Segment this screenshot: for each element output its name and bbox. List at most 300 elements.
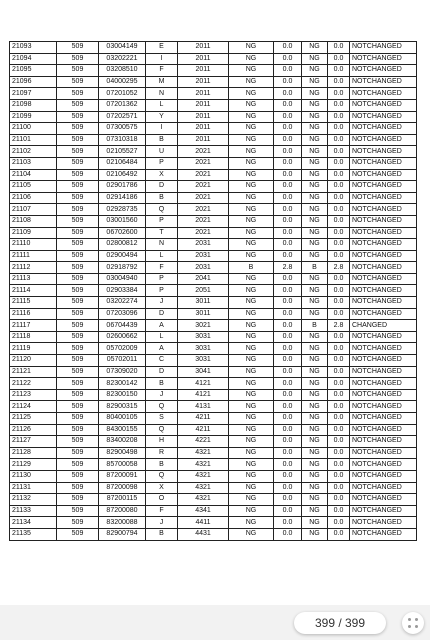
- table-cell: 0.0: [328, 99, 350, 111]
- table-row: [10, 285, 417, 297]
- table-cell: NG: [229, 146, 274, 158]
- table-cell: 21103: [10, 157, 57, 169]
- table-cell: NOTCHANGED: [350, 494, 417, 506]
- table-cell: 02928735: [99, 204, 146, 216]
- table-row: [10, 297, 417, 309]
- table-cell: F: [146, 505, 178, 517]
- table-row: [10, 355, 417, 367]
- table-cell: NOTCHANGED: [350, 285, 417, 297]
- table-cell: 0.0: [274, 517, 302, 529]
- table-cell: 509: [57, 273, 99, 285]
- table-cell: 2011: [178, 123, 229, 135]
- table-cell: NG: [302, 494, 328, 506]
- table-cell: NG: [302, 378, 328, 390]
- table-cell: 0.0: [274, 88, 302, 100]
- table-cell: A: [146, 320, 178, 332]
- table-cell: NG: [302, 88, 328, 100]
- table-cell: 21134: [10, 517, 57, 529]
- table-row: [10, 470, 417, 482]
- table-cell: 80400105: [99, 413, 146, 425]
- table-cell: 0.0: [328, 343, 350, 355]
- table-row: [10, 273, 417, 285]
- table-cell: NG: [229, 239, 274, 251]
- table-cell: NG: [302, 227, 328, 239]
- table-cell: 21101: [10, 134, 57, 146]
- table-cell: 4321: [178, 494, 229, 506]
- table-cell: 509: [57, 239, 99, 251]
- table-cell: 03001560: [99, 215, 146, 227]
- table-row: [10, 459, 417, 471]
- table-cell: NG: [302, 273, 328, 285]
- table-cell: NG: [229, 505, 274, 517]
- table-cell: 509: [57, 250, 99, 262]
- table-cell: NG: [229, 250, 274, 262]
- table-cell: NG: [302, 389, 328, 401]
- table-row: [10, 169, 417, 181]
- table-cell: 0.0: [328, 517, 350, 529]
- table-cell: NG: [302, 169, 328, 181]
- table-cell: NG: [302, 482, 328, 494]
- table-cell: 4411: [178, 517, 229, 529]
- table-cell: NG: [229, 331, 274, 343]
- table-cell: L: [146, 99, 178, 111]
- table-cell: 21099: [10, 111, 57, 123]
- table-cell: NG: [302, 297, 328, 309]
- table-row: [10, 494, 417, 506]
- table-cell: 2021: [178, 181, 229, 193]
- table-row: [10, 192, 417, 204]
- table-cell: 0.0: [328, 273, 350, 285]
- table-cell: 0.0: [274, 320, 302, 332]
- table-cell: L: [146, 331, 178, 343]
- table-cell: NOTCHANGED: [350, 308, 417, 320]
- table-cell: NOTCHANGED: [350, 331, 417, 343]
- table-cell: 0.0: [274, 285, 302, 297]
- table-cell: 4431: [178, 528, 229, 540]
- table-cell: R: [146, 447, 178, 459]
- table-row: [10, 88, 417, 100]
- table-cell: 0.0: [328, 424, 350, 436]
- table-cell: 2011: [178, 88, 229, 100]
- table-cell: 509: [57, 65, 99, 77]
- table-row: [10, 366, 417, 378]
- table-cell: X: [146, 169, 178, 181]
- table-cell: 509: [57, 134, 99, 146]
- table-cell: NG: [302, 366, 328, 378]
- table-cell: NG: [229, 53, 274, 65]
- table-cell: N: [146, 88, 178, 100]
- table-cell: 21110: [10, 239, 57, 251]
- page-indicator-label: 399 / 399: [314, 616, 366, 630]
- table-cell: NOTCHANGED: [350, 192, 417, 204]
- table-cell: NG: [302, 470, 328, 482]
- table-cell: 21115: [10, 297, 57, 309]
- table-cell: 2021: [178, 227, 229, 239]
- table-cell: NG: [302, 436, 328, 448]
- table-cell: F: [146, 262, 178, 274]
- table-cell: 06704439: [99, 320, 146, 332]
- table-cell: 0.0: [274, 308, 302, 320]
- table-cell: J: [146, 389, 178, 401]
- table-cell: NG: [229, 123, 274, 135]
- table-cell: 21100: [10, 123, 57, 135]
- table-cell: 0.0: [328, 355, 350, 367]
- table-cell: J: [146, 297, 178, 309]
- table-cell: 509: [57, 169, 99, 181]
- table-cell: 0.0: [328, 447, 350, 459]
- table-cell: 02600662: [99, 331, 146, 343]
- table-cell: 83400208: [99, 436, 146, 448]
- table-cell: 509: [57, 192, 99, 204]
- table-row: [10, 99, 417, 111]
- table-cell: 0.0: [274, 215, 302, 227]
- table-cell: 509: [57, 494, 99, 506]
- table-cell: NG: [302, 192, 328, 204]
- table-cell: NG: [229, 134, 274, 146]
- table-row: [10, 123, 417, 135]
- table-cell: 0.0: [274, 331, 302, 343]
- table-cell: 21096: [10, 76, 57, 88]
- table-row: [10, 413, 417, 425]
- table-cell: NG: [302, 413, 328, 425]
- table-cell: 509: [57, 262, 99, 274]
- table-cell: 0.0: [328, 366, 350, 378]
- table-cell: 509: [57, 227, 99, 239]
- table-cell: 0.0: [328, 157, 350, 169]
- table-cell: NG: [229, 413, 274, 425]
- table-cell: 21125: [10, 413, 57, 425]
- table-cell: 2021: [178, 192, 229, 204]
- table-cell: 21098: [10, 99, 57, 111]
- table-cell: 509: [57, 401, 99, 413]
- table-row: [10, 436, 417, 448]
- table-row: [10, 181, 417, 193]
- table-cell: NOTCHANGED: [350, 250, 417, 262]
- table-row: [10, 65, 417, 77]
- table-cell: Q: [146, 424, 178, 436]
- table-cell: 02918792: [99, 262, 146, 274]
- table-cell: 02914186: [99, 192, 146, 204]
- table-cell: NG: [302, 65, 328, 77]
- table-row: [10, 239, 417, 251]
- table-cell: NOTCHANGED: [350, 262, 417, 274]
- table-cell: D: [146, 366, 178, 378]
- table-cell: NG: [229, 366, 274, 378]
- table-cell: 02901786: [99, 181, 146, 193]
- table-cell: 2011: [178, 65, 229, 77]
- table-cell: 2011: [178, 53, 229, 65]
- table-cell: NG: [229, 181, 274, 193]
- table-cell: 509: [57, 157, 99, 169]
- table-cell: 0.0: [328, 378, 350, 390]
- table-cell: NOTCHANGED: [350, 389, 417, 401]
- table-cell: 06702600: [99, 227, 146, 239]
- table-cell: NOTCHANGED: [350, 123, 417, 135]
- table-cell: 21112: [10, 262, 57, 274]
- table-cell: C: [146, 355, 178, 367]
- table-cell: 0.0: [328, 505, 350, 517]
- table-cell: 02106492: [99, 169, 146, 181]
- table-cell: NOTCHANGED: [350, 273, 417, 285]
- table-cell: NOTCHANGED: [350, 99, 417, 111]
- table-cell: 87200091: [99, 470, 146, 482]
- table-cell: 3031: [178, 355, 229, 367]
- table-cell: NOTCHANGED: [350, 146, 417, 158]
- table-cell: 21095: [10, 65, 57, 77]
- table-cell: F: [146, 65, 178, 77]
- table-cell: NG: [302, 447, 328, 459]
- table-cell: 07201052: [99, 88, 146, 100]
- table-row: [10, 250, 417, 262]
- table-cell: 2021: [178, 146, 229, 158]
- table-row: [10, 111, 417, 123]
- table-cell: 0.0: [274, 459, 302, 471]
- table-cell: B: [146, 134, 178, 146]
- table-cell: 4321: [178, 482, 229, 494]
- table-cell: NG: [229, 169, 274, 181]
- table-cell: 0.0: [328, 308, 350, 320]
- table-cell: 509: [57, 436, 99, 448]
- table-cell: 0.0: [274, 494, 302, 506]
- table-cell: 82900315: [99, 401, 146, 413]
- table-cell: 509: [57, 111, 99, 123]
- table-cell: NG: [229, 215, 274, 227]
- table-cell: M: [146, 76, 178, 88]
- table-cell: 509: [57, 470, 99, 482]
- table-cell: 509: [57, 331, 99, 343]
- table-cell: 0.0: [274, 273, 302, 285]
- table-cell: P: [146, 273, 178, 285]
- table-cell: 2011: [178, 134, 229, 146]
- table-cell: 0.0: [328, 76, 350, 88]
- table-cell: 07309020: [99, 366, 146, 378]
- table-cell: 2011: [178, 99, 229, 111]
- table-cell: 0.0: [328, 204, 350, 216]
- table-cell: 0.0: [274, 181, 302, 193]
- table-cell: NOTCHANGED: [350, 378, 417, 390]
- table-cell: NG: [302, 146, 328, 158]
- table-cell: 84300155: [99, 424, 146, 436]
- table-cell: 0.0: [274, 378, 302, 390]
- table-cell: 21102: [10, 146, 57, 158]
- table-cell: NG: [302, 157, 328, 169]
- table-cell: NG: [229, 494, 274, 506]
- table-cell: 0.0: [328, 169, 350, 181]
- table-cell: 21129: [10, 459, 57, 471]
- table-cell: 0.0: [274, 436, 302, 448]
- table-cell: 3031: [178, 331, 229, 343]
- table-cell: NG: [229, 447, 274, 459]
- table-cell: NOTCHANGED: [350, 447, 417, 459]
- table-row: [10, 320, 417, 332]
- table-cell: 509: [57, 320, 99, 332]
- table-cell: 0.0: [274, 389, 302, 401]
- table-cell: 21109: [10, 227, 57, 239]
- table-cell: NOTCHANGED: [350, 517, 417, 529]
- table-cell: NOTCHANGED: [350, 42, 417, 54]
- table-cell: NG: [302, 331, 328, 343]
- table-cell: 509: [57, 99, 99, 111]
- table-row: [10, 389, 417, 401]
- table-cell: NG: [302, 401, 328, 413]
- table-cell: 0.0: [274, 250, 302, 262]
- table-cell: 0.0: [274, 65, 302, 77]
- table-cell: NOTCHANGED: [350, 505, 417, 517]
- table-cell: 21113: [10, 273, 57, 285]
- table-cell: NG: [302, 134, 328, 146]
- table-cell: P: [146, 285, 178, 297]
- table-cell: 21117: [10, 320, 57, 332]
- table-cell: 21135: [10, 528, 57, 540]
- table-cell: 0.0: [328, 285, 350, 297]
- table-row: [10, 146, 417, 158]
- table-cell: NG: [229, 227, 274, 239]
- table-cell: 509: [57, 88, 99, 100]
- grip-dot: [415, 618, 418, 621]
- table-cell: NG: [229, 192, 274, 204]
- table-cell: 07201362: [99, 99, 146, 111]
- table-cell: 3011: [178, 308, 229, 320]
- table-cell: NOTCHANGED: [350, 239, 417, 251]
- table-cell: 03202221: [99, 53, 146, 65]
- table-cell: 0.0: [274, 401, 302, 413]
- table-cell: 2051: [178, 285, 229, 297]
- table-cell: NG: [229, 157, 274, 169]
- table-cell: 0.0: [274, 482, 302, 494]
- table-cell: 21133: [10, 505, 57, 517]
- table-cell: 02106484: [99, 157, 146, 169]
- table-row: [10, 262, 417, 274]
- table-row: [10, 215, 417, 227]
- table-cell: 4221: [178, 436, 229, 448]
- table-cell: 21120: [10, 355, 57, 367]
- table-body: [10, 42, 417, 541]
- table-cell: 509: [57, 146, 99, 158]
- table-cell: 4131: [178, 401, 229, 413]
- table-cell: 0.0: [328, 123, 350, 135]
- table-cell: NOTCHANGED: [350, 482, 417, 494]
- table-cell: 04000295: [99, 76, 146, 88]
- table-cell: 0.0: [328, 88, 350, 100]
- table-cell: NOTCHANGED: [350, 459, 417, 471]
- table-cell: 0.0: [274, 99, 302, 111]
- table-cell: 4211: [178, 424, 229, 436]
- table-cell: 2.8: [328, 320, 350, 332]
- grip-dots-icon[interactable]: [402, 612, 424, 634]
- table-cell: Y: [146, 111, 178, 123]
- table-cell: 2021: [178, 169, 229, 181]
- table-row: [10, 528, 417, 540]
- table-cell: 509: [57, 528, 99, 540]
- table-cell: 509: [57, 355, 99, 367]
- table-cell: NG: [302, 204, 328, 216]
- table-cell: NOTCHANGED: [350, 528, 417, 540]
- table-cell: NOTCHANGED: [350, 157, 417, 169]
- table-cell: 4321: [178, 447, 229, 459]
- table-cell: B: [302, 262, 328, 274]
- table-cell: 0.0: [328, 413, 350, 425]
- table-cell: 21119: [10, 343, 57, 355]
- table-cell: 07202571: [99, 111, 146, 123]
- table-row: [10, 76, 417, 88]
- table-row: [10, 134, 417, 146]
- table-cell: 87200098: [99, 482, 146, 494]
- table-cell: 2011: [178, 111, 229, 123]
- table-cell: 21124: [10, 401, 57, 413]
- table-cell: 4121: [178, 378, 229, 390]
- table-cell: 03208510: [99, 65, 146, 77]
- table-cell: NG: [229, 459, 274, 471]
- table-cell: 05702009: [99, 343, 146, 355]
- table-cell: NG: [302, 517, 328, 529]
- table-cell: O: [146, 494, 178, 506]
- table-cell: 509: [57, 42, 99, 54]
- table-cell: NG: [302, 215, 328, 227]
- table-cell: NG: [302, 76, 328, 88]
- table-cell: NG: [229, 308, 274, 320]
- table-cell: 21116: [10, 308, 57, 320]
- table-cell: NOTCHANGED: [350, 181, 417, 193]
- table-cell: 2041: [178, 273, 229, 285]
- table-cell: 0.0: [274, 366, 302, 378]
- table-cell: 03202274: [99, 297, 146, 309]
- table-cell: NOTCHANGED: [350, 65, 417, 77]
- table-cell: L: [146, 250, 178, 262]
- table-cell: 509: [57, 53, 99, 65]
- table-row: [10, 53, 417, 65]
- table-cell: NG: [229, 88, 274, 100]
- table-cell: 02903384: [99, 285, 146, 297]
- table-cell: NG: [229, 355, 274, 367]
- table-cell: 21122: [10, 378, 57, 390]
- table-cell: B: [146, 528, 178, 540]
- table-cell: 4211: [178, 413, 229, 425]
- table-cell: 509: [57, 204, 99, 216]
- table-cell: 21118: [10, 331, 57, 343]
- table-cell: 0.0: [274, 53, 302, 65]
- table-cell: NG: [302, 53, 328, 65]
- table-cell: 509: [57, 181, 99, 193]
- table-cell: 21123: [10, 389, 57, 401]
- table-cell: NOTCHANGED: [350, 297, 417, 309]
- table-cell: 0.0: [328, 494, 350, 506]
- table-cell: X: [146, 482, 178, 494]
- table-cell: 82300150: [99, 389, 146, 401]
- table-cell: 0.0: [328, 134, 350, 146]
- table-cell: 0.0: [274, 134, 302, 146]
- table-cell: B: [146, 459, 178, 471]
- table-cell: 0.0: [328, 53, 350, 65]
- table-cell: 4341: [178, 505, 229, 517]
- table-cell: P: [146, 157, 178, 169]
- table-cell: 0.0: [328, 389, 350, 401]
- table-cell: Q: [146, 401, 178, 413]
- table-cell: NG: [229, 42, 274, 54]
- table-cell: 3011: [178, 297, 229, 309]
- table-row: [10, 447, 417, 459]
- table-cell: 509: [57, 285, 99, 297]
- table-cell: NG: [229, 378, 274, 390]
- table-cell: NG: [302, 181, 328, 193]
- table-cell: 21130: [10, 470, 57, 482]
- table-cell: NG: [229, 436, 274, 448]
- table-cell: 05702011: [99, 355, 146, 367]
- table-row: [10, 42, 417, 54]
- table-cell: 0.0: [328, 250, 350, 262]
- table-cell: 0.0: [328, 401, 350, 413]
- table-cell: Q: [146, 204, 178, 216]
- table-cell: NOTCHANGED: [350, 424, 417, 436]
